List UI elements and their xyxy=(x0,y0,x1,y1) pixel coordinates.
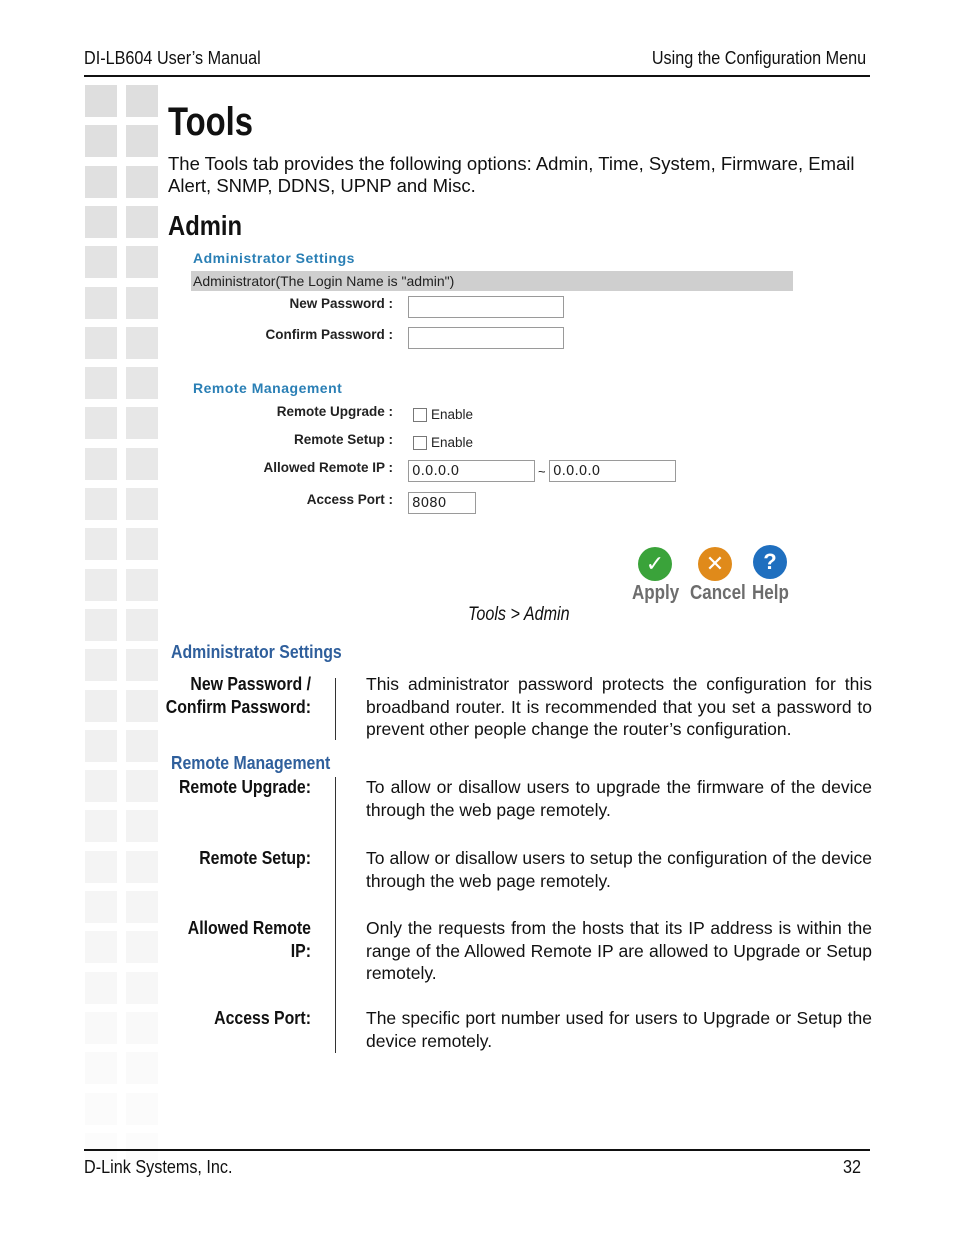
decorative-square xyxy=(85,1052,117,1084)
decorative-square xyxy=(126,1052,158,1084)
decorative-square xyxy=(85,246,117,278)
term-remote-setup: Remote Setup: xyxy=(199,848,311,868)
decorative-square xyxy=(126,448,158,480)
remote-upgrade-checkbox[interactable] xyxy=(413,408,427,422)
remote-upgrade-label: Remote Upgrade : xyxy=(276,404,393,419)
header-section-title: Using the Configuration Menu xyxy=(651,48,866,68)
decorative-square xyxy=(85,125,117,157)
remote-management-heading: Remote Management xyxy=(193,380,343,396)
decorative-square xyxy=(85,972,117,1004)
decorative-square xyxy=(85,287,117,319)
remote-setup-label: Remote Setup : xyxy=(293,432,393,447)
decorative-square xyxy=(85,891,117,923)
access-port-label: Access Port : xyxy=(306,492,393,507)
decorative-square xyxy=(126,810,158,842)
confirm-password-field[interactable] xyxy=(408,327,564,349)
decorative-square xyxy=(85,851,117,883)
term-remote-upgrade: Remote Upgrade: xyxy=(178,777,311,797)
decorative-square xyxy=(126,206,158,238)
decorative-square xyxy=(85,488,117,520)
decorative-square xyxy=(126,85,158,117)
term-allowed-remote-ip-cont: IP: xyxy=(290,941,311,961)
check-icon: ✓ xyxy=(638,547,672,581)
desc-remote-setup: To allow or disallow users to setup the configuration of the device through the web page remotely. xyxy=(366,848,872,891)
decorative-square xyxy=(85,367,117,399)
apply-button[interactable] xyxy=(638,547,672,581)
apply-button-label[interactable]: Apply xyxy=(632,582,680,604)
decorative-square xyxy=(126,528,158,560)
decorative-square xyxy=(126,125,158,157)
decorative-square xyxy=(85,770,117,802)
decorative-square xyxy=(85,609,117,641)
decorative-square xyxy=(85,1012,117,1044)
term-confirm-password: Confirm Password: xyxy=(165,697,311,717)
decorative-square xyxy=(85,649,117,681)
decorative-square xyxy=(126,287,158,319)
term-allowed-remote-ip: Allowed Remote xyxy=(187,918,311,938)
decorative-square xyxy=(126,609,158,641)
definitions-remote-heading: Remote Management xyxy=(171,753,331,773)
decorative-square xyxy=(85,206,117,238)
x-icon: ✕ xyxy=(698,547,732,581)
desc-access-port: The specific port number used for users to Upgrade or Setup the device remotely. xyxy=(366,1008,872,1051)
term-new-password: New Password / xyxy=(190,674,311,694)
page-number: 32 xyxy=(842,1157,861,1177)
decorative-square xyxy=(85,407,117,439)
page-title: Tools xyxy=(168,100,254,144)
decorative-square xyxy=(126,730,158,762)
question-icon: ? xyxy=(753,545,787,579)
decorative-square xyxy=(85,166,117,198)
section-title-admin: Admin xyxy=(168,210,243,241)
access-port-field[interactable]: 8080 xyxy=(408,492,476,514)
decorative-square xyxy=(126,407,158,439)
decorative-square xyxy=(126,569,158,601)
decorative-square xyxy=(85,1093,117,1125)
intro-paragraph: The Tools tab provides the following options: Admin, Time, System, Firmware, Email Alert, SNMP, DDNS, UPNP and Misc. xyxy=(168,153,855,196)
desc-allowed-remote-ip: Only the requests from the hosts that its IP address is within the range of the Allowed Remote IP are allowed to Upgrade or Setup remotely. xyxy=(366,918,872,983)
remote-setup-enable-label: Enable xyxy=(431,435,474,450)
admin-settings-heading: Administrator Settings xyxy=(193,250,355,266)
confirm-password-label: Confirm Password : xyxy=(265,327,393,342)
allowed-ip-from-field[interactable]: 0.0.0.0 xyxy=(408,460,535,482)
remote-upgrade-enable-label: Enable xyxy=(431,407,474,422)
decorative-square xyxy=(85,85,117,117)
decorative-square xyxy=(126,327,158,359)
help-button-label[interactable]: Help xyxy=(752,582,789,604)
decorative-square xyxy=(85,690,117,722)
allowed-ip-to-field[interactable]: 0.0.0.0 xyxy=(549,460,676,482)
divider-line xyxy=(335,678,336,740)
definitions-admin-heading: Administrator Settings xyxy=(171,642,342,662)
header-rule xyxy=(84,75,870,77)
decorative-square xyxy=(126,367,158,399)
decorative-square xyxy=(126,1093,158,1125)
desc-password: This administrator password protects the configuration for this broadband router. It is recommended that you set a password to prevent other people change the router’s configuration. xyxy=(366,674,872,739)
decorative-square xyxy=(85,730,117,762)
decorative-square xyxy=(85,448,117,480)
figure-caption: Tools > Admin xyxy=(468,604,570,625)
decorative-square xyxy=(126,246,158,278)
cancel-button[interactable] xyxy=(698,547,732,581)
allowed-remote-ip-label: Allowed Remote IP : xyxy=(263,460,393,475)
decorative-square xyxy=(85,931,117,963)
decorative-square xyxy=(126,488,158,520)
decorative-square xyxy=(85,327,117,359)
desc-remote-upgrade: To allow or disallow users to upgrade the firmware of the device through the web page remotely. xyxy=(366,777,872,820)
ip-range-separator: ~ xyxy=(538,464,546,479)
decorative-square xyxy=(126,972,158,1004)
new-password-label: New Password : xyxy=(289,296,393,311)
cancel-button-label[interactable]: Cancel xyxy=(690,582,746,604)
decorative-square xyxy=(85,810,117,842)
decorative-square xyxy=(85,569,117,601)
new-password-field[interactable] xyxy=(408,296,564,318)
decorative-square xyxy=(126,166,158,198)
header-manual-title: DI-LB604 User’s Manual xyxy=(84,48,261,68)
divider-line xyxy=(335,777,336,1053)
term-access-port: Access Port: xyxy=(214,1008,311,1028)
footer-company: D-Link Systems, Inc. xyxy=(84,1157,233,1177)
remote-setup-checkbox[interactable] xyxy=(413,436,427,450)
help-button[interactable] xyxy=(753,545,787,579)
decorative-square xyxy=(85,528,117,560)
admin-login-bar: Administrator(The Login Name is "admin") xyxy=(191,271,793,291)
footer-rule xyxy=(84,1149,870,1151)
